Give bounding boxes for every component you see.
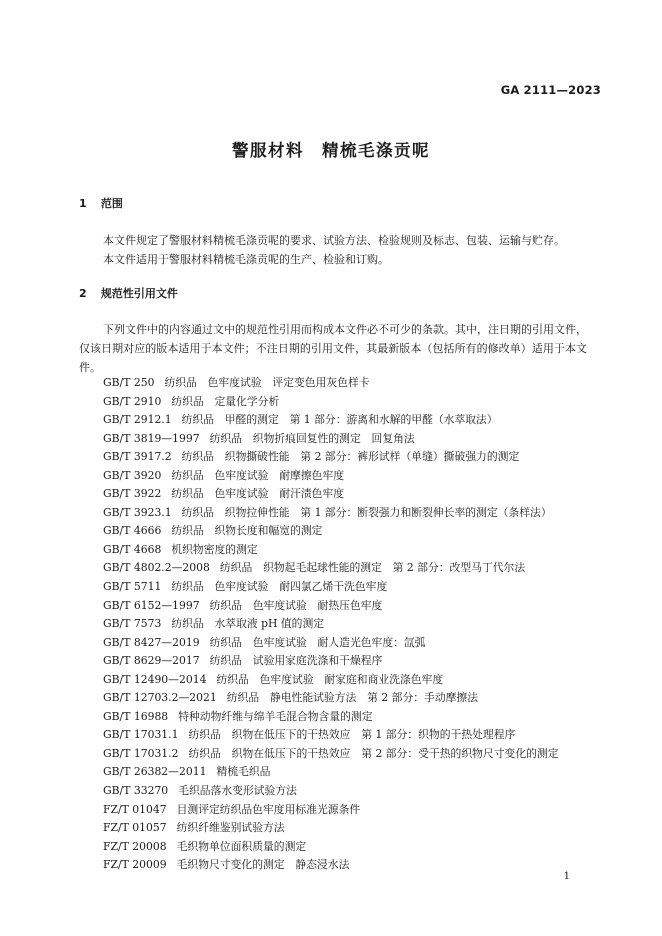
reference-item — [103, 745, 559, 764]
reference-code: GB/T 3920 — [103, 468, 162, 482]
reference-code: FZ/T 01047 — [103, 802, 167, 816]
reference-item — [103, 411, 559, 430]
reference-title: 纺织品 织物折痕回复性的测定 回复角法 — [209, 431, 415, 445]
section-number: 1 — [79, 197, 87, 210]
reference-title: 纺织品 色牢度试验 评定变色用灰色样卡 — [164, 376, 370, 389]
reference-code: GB/T 4668 — [103, 542, 162, 556]
section-1-heading — [79, 195, 123, 211]
reference-code: GB/T 33270 — [103, 784, 169, 798]
references-intro — [79, 320, 587, 377]
paragraph: 下列文件中的内容通过文中的规范性引用而构成本文件必不可少的条款。其中，注日期的引用文件，仅该日期对应的版本适用于本文件；不注日期的引用文件，其最新版本（包括所有的修改单）适用于本文件。 — [79, 323, 587, 374]
reference-code: FZ/T 01057 — [103, 821, 167, 835]
reference-item — [103, 819, 559, 838]
reference-title: 纺织品 静电性能试验方法 第 2 部分：手动摩擦法 — [226, 691, 479, 705]
reference-title: 纺织品 织物在低压下的干热效应 第 1 部分：织物的干热处理程序 — [188, 728, 516, 742]
reference-title: 机织物密度的测定 — [171, 542, 258, 556]
reference-code: GB/T 6152—1997 — [103, 598, 200, 612]
reference-item — [103, 485, 559, 504]
reference-item — [103, 578, 559, 597]
reference-code: GB/T 3917.2 — [103, 450, 172, 464]
reference-item — [103, 374, 559, 393]
reference-item — [103, 541, 559, 560]
reference-item — [103, 504, 559, 523]
reference-code: GB/T 4802.2—2008 — [103, 561, 210, 575]
reference-code: GB/T 12490—2014 — [103, 672, 207, 686]
reference-title: 毛织物尺寸变化的测定 静态浸水法 — [176, 858, 350, 872]
reference-title: 纺织纤维鉴别试验方法 — [176, 821, 285, 835]
reference-code: GB/T 17031.1 — [103, 728, 179, 742]
reference-list — [103, 374, 559, 875]
reference-title: 纺织品 水萃取液 pH 值的测定 — [171, 617, 325, 631]
reference-title: 纺织品 织物长度和幅宽的测定 — [171, 524, 323, 538]
reference-item — [103, 801, 559, 820]
reference-title: 纺织品 甲醛的测定 第 1 部分：游离和水解的甲醛（水萃取法） — [181, 413, 498, 427]
reference-code: GB/T 2910 — [103, 394, 162, 408]
reference-item — [103, 763, 559, 782]
reference-code: GB/T 3923.1 — [103, 505, 172, 519]
reference-item — [103, 430, 559, 449]
reference-title: 纺织品 试验用家庭洗涤和干燥程序 — [209, 654, 383, 668]
reference-title: 纺织品 织物撕破性能 第 2 部分：裤形试样（单缝）撕破强力的测定 — [181, 450, 520, 464]
reference-code: GB/T 17031.2 — [103, 746, 179, 760]
reference-title: 特种动物纤维与绵羊毛混合物含量的测定 — [178, 709, 373, 723]
reference-code: GB/T 3922 — [103, 487, 162, 501]
page-title: 警服材料 精梳毛涤贡呢 — [232, 141, 430, 160]
reference-title: 毛织品落水变形试验方法 — [178, 784, 297, 798]
section-number: 2 — [79, 287, 87, 300]
reference-item — [103, 689, 559, 708]
reference-title: 毛织物单位面积质量的测定 — [176, 839, 307, 853]
page-number: 1 — [563, 871, 570, 882]
reference-code: GB/T 5711 — [103, 580, 162, 594]
reference-title: 目测评定纺织品色牢度用标准光源条件 — [176, 802, 361, 816]
reference-item — [103, 856, 559, 875]
reference-title: 纺织品 织物起毛起球性能的测定 第 2 部分：改型马丁代尔法 — [219, 561, 526, 575]
paragraph: 本文件规定了警服材料精梳毛涤贡呢的要求、试验方法、检验规则及标志、包装、运输与贮存。 — [103, 234, 565, 247]
reference-title: 纺织品 色牢度试验 耐摩擦色牢度 — [171, 468, 345, 482]
paragraph: 本文件适用于警服材料精梳毛涤贡呢的生产、检验和订购。 — [103, 253, 389, 266]
reference-code: GB/T 8427—2019 — [103, 635, 200, 649]
reference-code: FZ/T 20008 — [103, 839, 167, 853]
document-number: GA 2111—2023 — [500, 83, 601, 97]
reference-item — [103, 448, 559, 467]
reference-title: 纺织品 色牢度试验 耐热压色牢度 — [209, 598, 383, 612]
reference-item — [103, 559, 559, 578]
reference-code: GB/T 16988 — [103, 709, 169, 723]
section-title: 规范性引用文件 — [100, 287, 178, 300]
reference-title: 纺织品 色牢度试验 耐家庭和商业洗涤色牢度 — [216, 672, 444, 686]
reference-title: 纺织品 色牢度试验 耐汗渍色牢度 — [171, 487, 345, 501]
reference-item — [103, 522, 559, 541]
reference-title: 纺织品 色牢度试验 耐人造光色牢度：氙弧 — [209, 635, 426, 649]
reference-item — [103, 708, 559, 727]
reference-item — [103, 597, 559, 616]
scope-text — [79, 231, 587, 269]
reference-item — [103, 615, 559, 634]
reference-item — [103, 782, 559, 801]
reference-item — [103, 726, 559, 745]
reference-title: 纺织品 色牢度试验 耐四氯乙烯干洗色牢度 — [171, 580, 388, 594]
reference-item — [103, 467, 559, 486]
reference-title: 纺织品 定量化学分析 — [171, 394, 280, 408]
reference-code: GB/T 12703.2—2021 — [103, 691, 217, 705]
reference-item — [103, 838, 559, 857]
reference-title: 精梳毛织品 — [216, 765, 271, 779]
reference-item — [103, 634, 559, 653]
reference-code: GB/T 7573 — [103, 617, 162, 631]
section-2-heading — [79, 285, 178, 301]
reference-item — [103, 393, 559, 412]
reference-code: GB/T 3819—1997 — [103, 431, 200, 445]
reference-item — [103, 671, 559, 690]
reference-title: 纺织品 织物在低压下的干热效应 第 2 部分：受干热的织物尺寸变化的测定 — [188, 746, 559, 760]
reference-code: FZ/T 20009 — [103, 858, 167, 872]
reference-code: GB/T 250 — [103, 376, 155, 389]
reference-code: GB/T 8629—2017 — [103, 654, 200, 668]
reference-code: GB/T 4666 — [103, 524, 162, 538]
reference-title: 纺织品 织物拉伸性能 第 1 部分：断裂强力和断裂伸长率的测定（条样法） — [181, 505, 552, 519]
reference-code: GB/T 26382—2011 — [103, 765, 207, 779]
reference-code: GB/T 2912.1 — [103, 413, 172, 427]
reference-item — [103, 652, 559, 671]
section-title: 范围 — [100, 197, 123, 210]
